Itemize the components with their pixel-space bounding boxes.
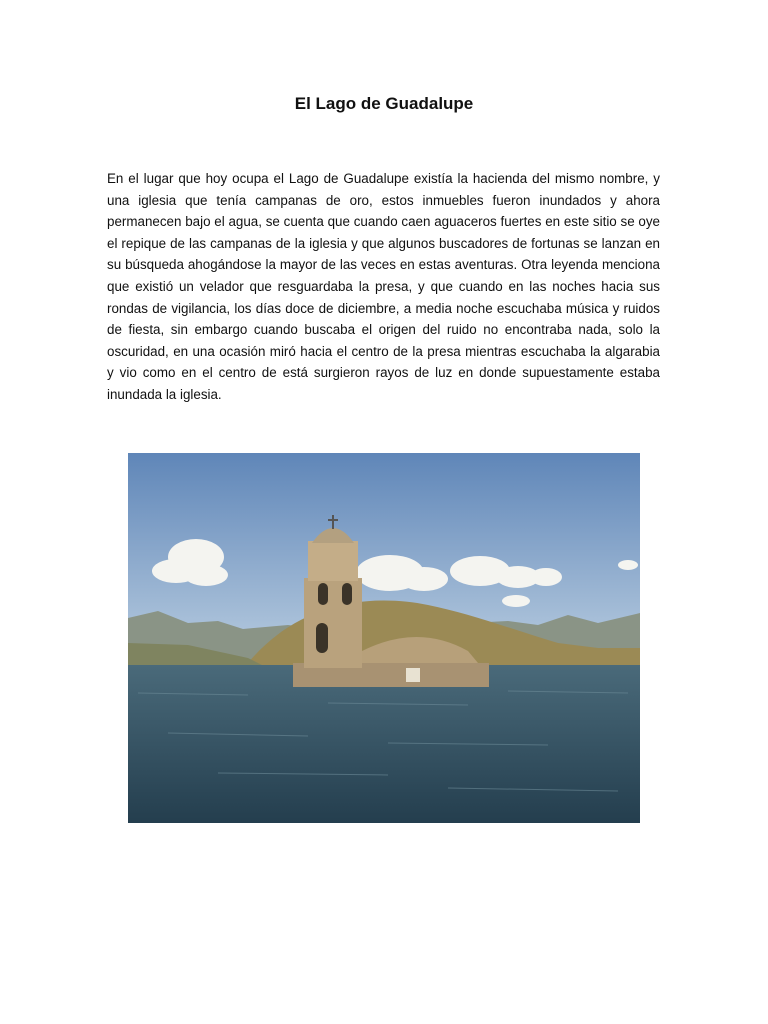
lake-water bbox=[128, 665, 640, 823]
document-paragraph: En el lugar que hoy ocupa el Lago de Guadalupe existía la hacienda del mismo nombre, y una iglesia que tenía campanas de oro, estos inmuebles fueron inundados y ahora permanecen bajo el agua, se cuenta que cuando caen aguaceros fuertes en este sitio se oye el repique de las campanas de la iglesia y que algunos buscadores de fortunas se lanzan en su búsqueda ahogándose la mayor de las veces en estas aventuras. Otra leyenda menciona que existió un velador que resguardaba la presa, y que cuando en las noches hacia sus rondas de vigilancia, los días doce de diciembre, a media noche escuchaba música y ruidos de fiesta, sin embargo cuando buscaba el origen del ruido no encontraba nada, solo la oscuridad, en una ocasión miró hacia el centro de la presa mientras escuchaba la algarabia y vio como en el centro de está surgieron rayos de luz en donde supuestamente estaba inundada la iglesia. bbox=[107, 171, 660, 402]
submerged-church-photo bbox=[128, 453, 640, 823]
document-title: El Lago de Guadalupe bbox=[294, 94, 474, 113]
photo-illustration bbox=[128, 453, 640, 823]
